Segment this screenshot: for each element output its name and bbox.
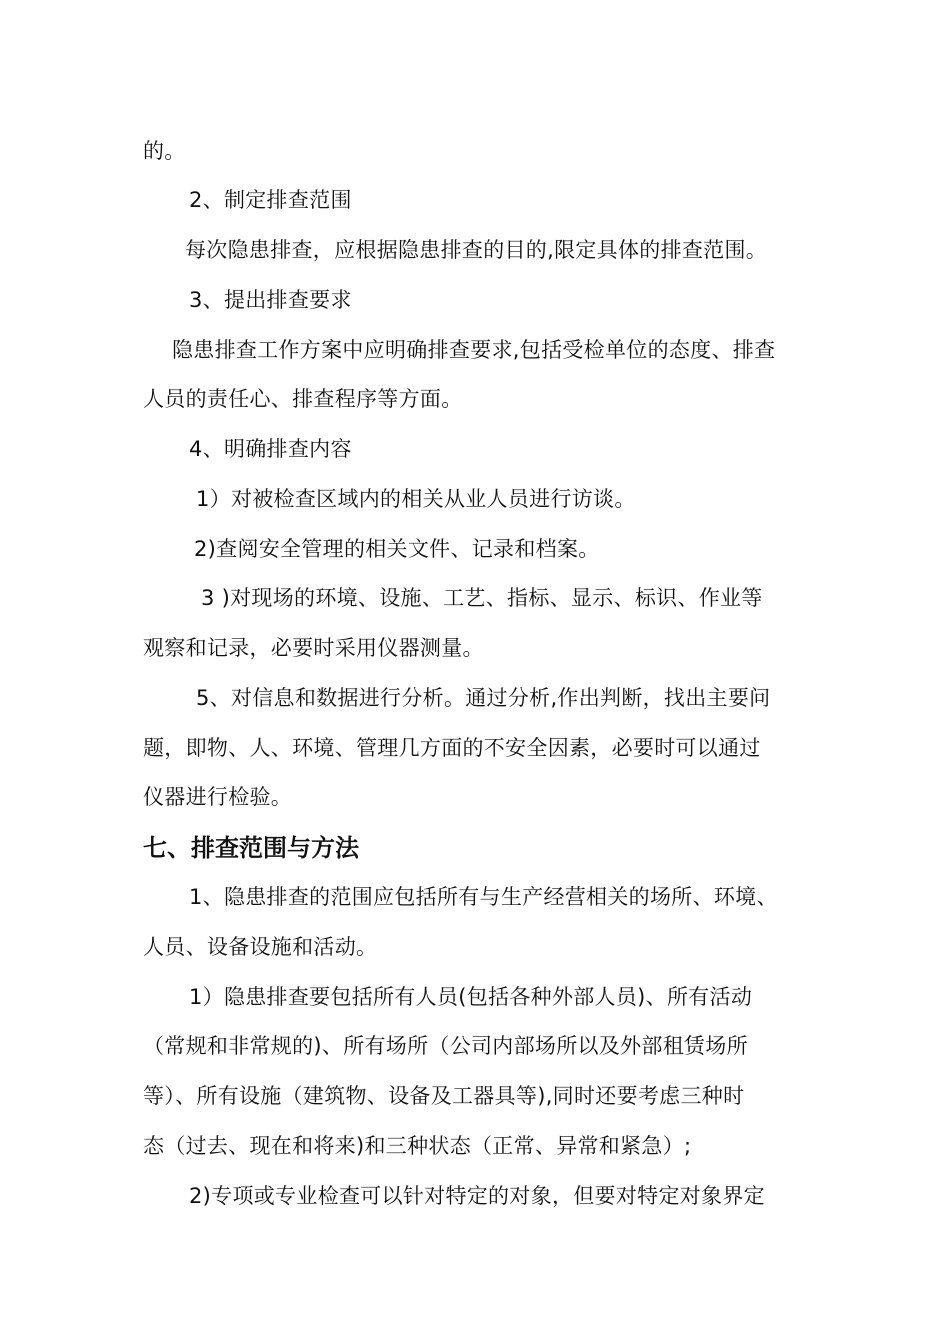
list-item: 2)查阅安全管理的相关文件、记录和档案。 xyxy=(194,537,600,561)
text-line: 题，即物、人、环境、管理几方面的不安全因素，必要时可以通过 xyxy=(143,736,761,760)
text-line: 人员的责任心、排查程序等方面。 xyxy=(143,387,463,411)
list-item: 1）隐患排查要包括所有人员(包括各种外部人员)、所有活动 xyxy=(189,985,753,1009)
text-line: 观察和记录，必要时采用仪器测量。 xyxy=(143,636,484,660)
section-heading: 七、排查范围与方法 xyxy=(143,834,359,862)
text-line: 人员、设备设施和活动。 xyxy=(143,935,378,959)
text-line: 每次隐患排查，应根据隐患排查的目的,限定具体的排查范围。 xyxy=(185,238,768,262)
list-heading: 3、提出排查要求 xyxy=(189,288,352,312)
text-line: 隐患排查工作方案中应明确排查要求,包括受检单位的态度、排查 xyxy=(172,338,776,362)
list-item: 1）对被检查区域内的相关从业人员进行访谈。 xyxy=(196,487,636,511)
text-line: 的。 xyxy=(143,139,186,163)
list-heading: 2、制定排查范围 xyxy=(189,188,352,212)
text-line: （常规和非常规的)、所有场所（公司内部场所以及外部租赁场所 xyxy=(143,1034,748,1058)
text-line: 仪器进行检验。 xyxy=(143,785,293,809)
list-item: 1、隐患排查的范围应包括所有与生产经营相关的场所、环境、 xyxy=(189,885,778,909)
list-item: 5、对信息和数据进行分析。通过分析,作出判断，找出主要问 xyxy=(196,686,771,710)
list-item: 2)专项或专业检查可以针对特定的对象，但要对特定对象界定 xyxy=(189,1184,765,1208)
list-item: 3 )对现场的环境、设施、工艺、指标、显示、标识、作业等 xyxy=(201,586,763,610)
text-line: 态（过去、现在和将来)和三种状态（正常、异常和紧急）; xyxy=(143,1134,692,1158)
text-line: 等）、所有设施（建筑物、设备及工器具等),同时还要考虑三种时 xyxy=(143,1084,745,1108)
list-heading: 4、明确排查内容 xyxy=(189,437,352,461)
